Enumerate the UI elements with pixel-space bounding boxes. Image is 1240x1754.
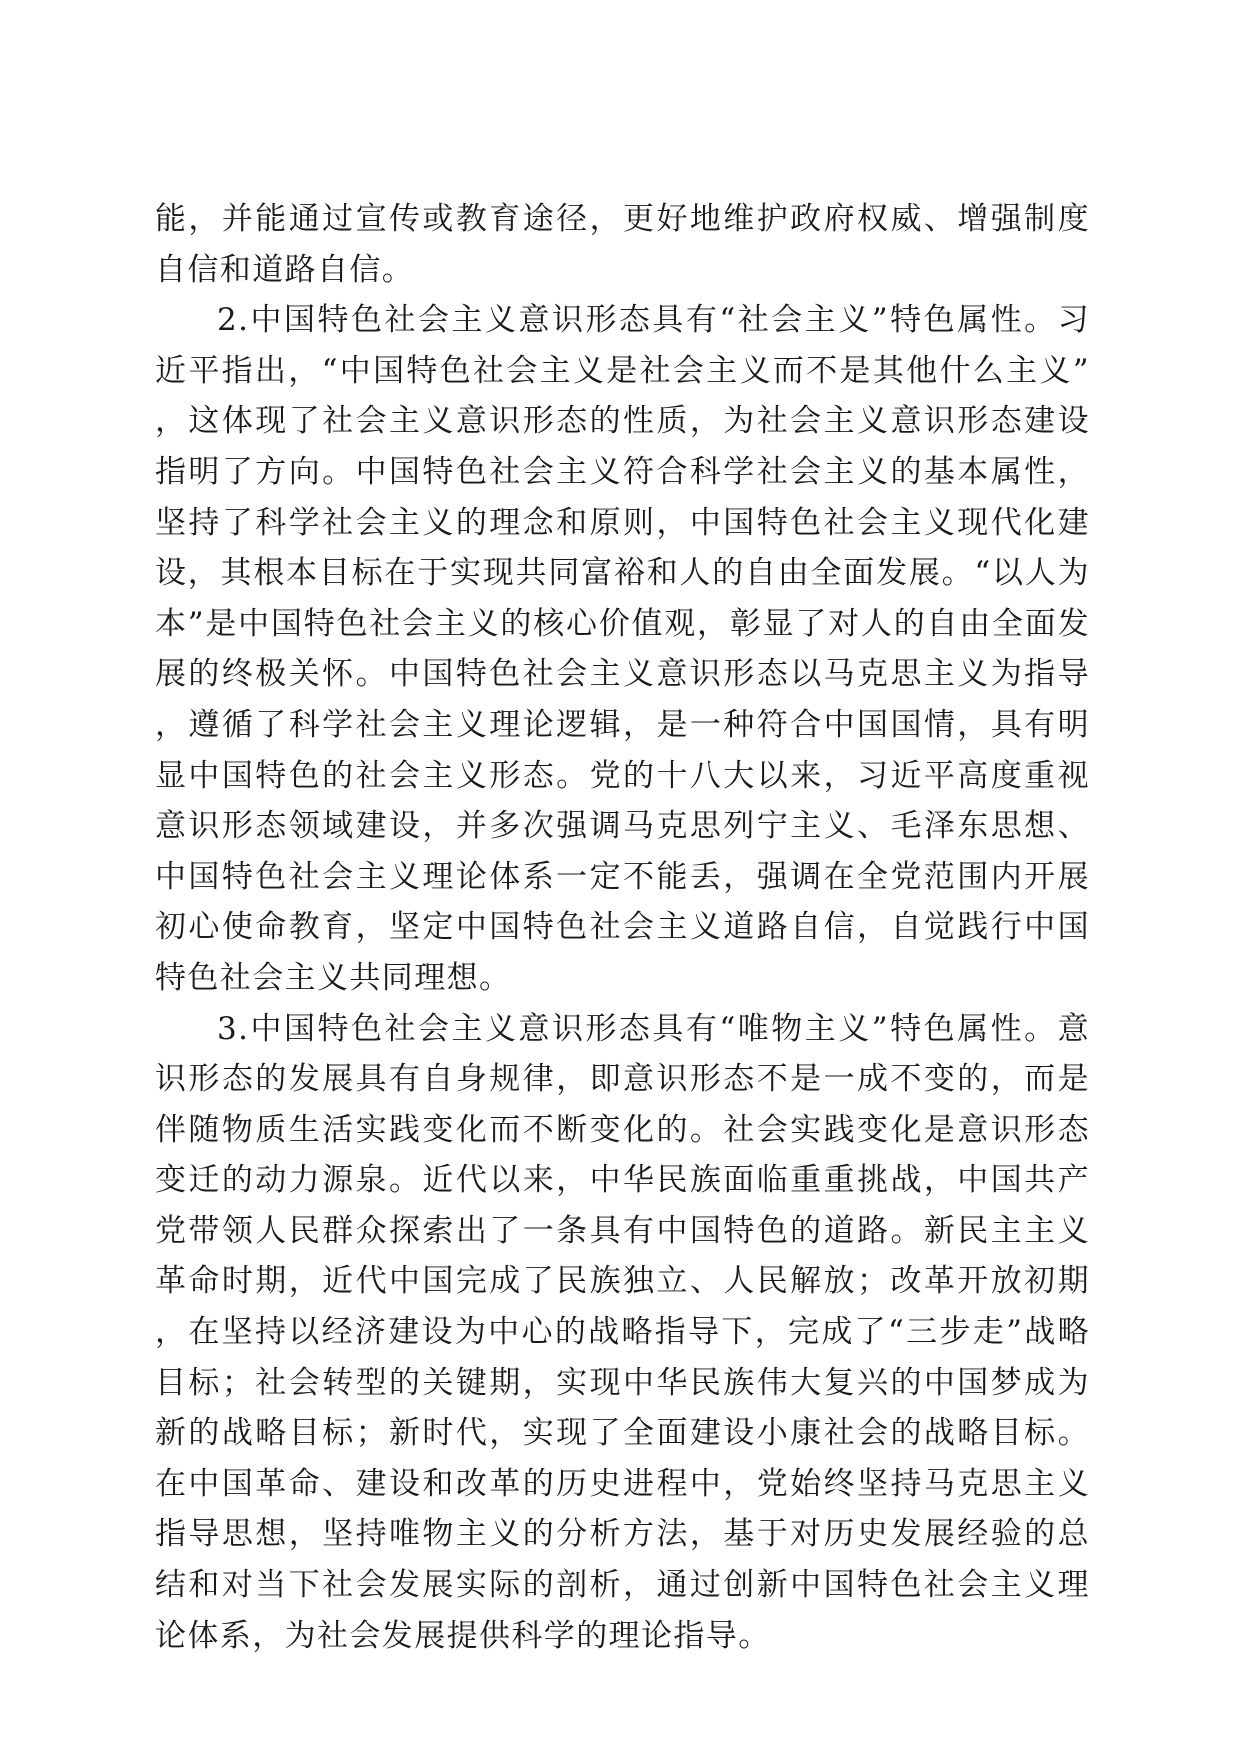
paragraph-materialism-attribute: 3.中国特色社会主义意识形态具有“唯物主义”特色属性。意识形态的发展具有自身规律，即意识形态不是一成不变的，而是伴随物质生活实践变化而不断变化的。社会实践变化是意识形态变迁的动力源泉。近代以来，中华民族面临重重挑战，中国共产党带领人民群众探索出了一条具有中国特色的道路。新民主主义革命时期，近代中国完成了民族独立、人民解放；改革开放初期，在坚持以经济建设为中心的战略指导下，完成了“三步走”战略目标；社会转型的关键期，实现中华民族伟大复兴的中国梦成为新的战略目标；新时代，实现了全面建设小康社会的战略目标。在中国革命、建设和改革的历史进程中，党始终坚持马克思主义指导思想，坚持唯物主义的分析方法，基于对历史发展经验的总结和对当下社会发展实际的剖析，通过创新中国特色社会主义理论体系，为社会发展提供科学的理论指导。: [155, 1010, 1090, 1654]
paragraph-socialism-attribute: 2.中国特色社会主义意识形态具有“社会主义”特色属性。习近平指出，“中国特色社会主义是社会主义而不是其他什么主义”，这体现了社会主义意识形态的性质，为社会主义意识形态建设指明了方向。中国特色社会主义符合科学社会主义的基本属性，坚持了科学社会主义的理念和原则，中国特色社会主义现代化建设，其根本目标在于实现共同富裕和人的自由全面发展。“以人为本”是中国特色社会主义的核心价值观，彰显了对人的自由全面发展的终极关怀。中国特色社会主义意识形态以马克思主义为指导，遵循了科学社会主义理论逻辑，是一种符合中国国情，具有明显中国特色的社会主义形态。党的十八大以来，习近平高度重视意识形态领域建设，并多次强调马克思列宁主义、毛泽东思想、中国特色社会主义理论体系一定不能丢，强调在全党范围内开展初心使命教育，坚定中国特色社会主义道路自信，自觉践行中国特色社会主义共同理想。: [155, 302, 1090, 996]
body-text: [155, 194, 1090, 1661]
paragraph-continuation: 能，并能通过宣传或教育途径，更好地维护政府权威、增强制度自信和道路自信。: [155, 201, 1090, 288]
